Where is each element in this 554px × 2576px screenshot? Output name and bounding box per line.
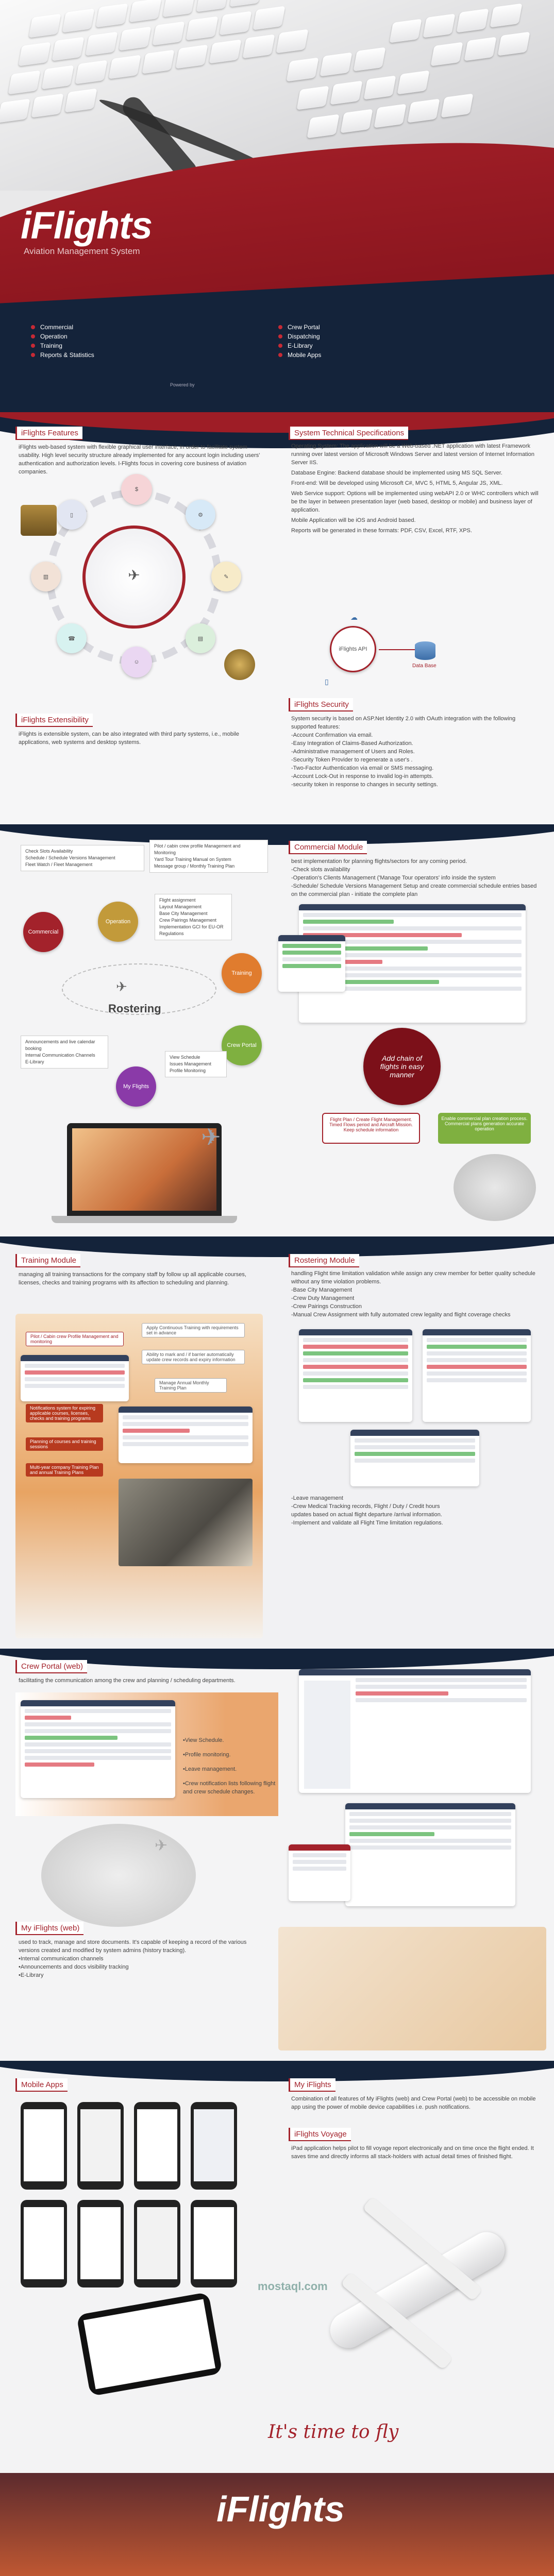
bullet-icon (31, 344, 35, 348)
bullet-icon (278, 353, 282, 357)
api-diagram (325, 613, 454, 693)
database-label: Data Base (412, 663, 437, 669)
ops-box-top-left: Check Slots Availability Schedule / Schedule Versions Management Fleet Watch / Fleet Management (21, 845, 144, 871)
phone-graphic (134, 2200, 180, 2287)
rostering-screenshot (423, 1329, 531, 1422)
rostering-screenshot (299, 1329, 412, 1422)
crew-portal-heading: Crew Portal (web) (15, 1660, 87, 1673)
my-iflights-web-heading: My iFlights (web) (15, 1922, 83, 1935)
my-iflights-screenshot (345, 1803, 515, 1906)
classroom-photo (119, 1479, 253, 1566)
security-item: -Easy Integration of Claims-Based Authorization. (291, 740, 413, 747)
commercial-heading: Commercial Module (289, 841, 367, 854)
mobile-section (0, 2061, 554, 2473)
bubble-crew-portal: Crew Portal (222, 1025, 262, 1065)
training-note: Pilot / Cabin crew Profile Management and monitoring (26, 1332, 124, 1346)
photo-graphic (278, 1927, 546, 2050)
commercial-icon: $ (121, 474, 152, 505)
airplane-icon: ✈ (116, 979, 127, 994)
security-item: -Account Confirmation via email. (291, 732, 373, 738)
tech-heading: System Technical Specifications (289, 427, 408, 440)
security-block (291, 715, 539, 789)
phone-graphic (134, 2102, 180, 2190)
training-note: Multi-year company Training Plan and annual Training Plans (26, 1463, 103, 1477)
bullet-icon (278, 325, 282, 329)
phone-graphic (191, 2102, 237, 2190)
commercial-note-left: Flight Plan / Create Flight Management. Timed Flows period and Aircraft Mission. Keep schedule information (322, 1113, 420, 1144)
security-intro: System security is based on ASP.Net Identity 2.0 with OAuth integration with the following supported features: (291, 716, 516, 730)
globe-graphic (454, 1154, 536, 1221)
bullet-icon (31, 325, 35, 329)
phone-graphic (191, 2200, 237, 2287)
tech-item: Database Engine: Backend database should be implemented using MS SQL Server. (291, 470, 502, 476)
back-title: iFlights (216, 2489, 345, 2529)
cover-menu-item: Operation (31, 333, 144, 340)
bubble-commercial: Commercial (23, 912, 63, 952)
tech-item: Front-end: Will be developed using Microsoft C#, MVC 5, HTML 5, Angular JS, XML. (291, 480, 503, 486)
cloud-icon: ☁ (350, 613, 358, 621)
phone-graphic (21, 2200, 67, 2287)
phone-graphic (77, 2102, 124, 2190)
airplane-icon: ✈ (201, 1124, 221, 1150)
training-section (0, 1236, 554, 1649)
mobile-icon: ▯ (57, 500, 87, 530)
rostering-heading: Rostering Module (289, 1254, 359, 1267)
features-heading: iFlights Features (15, 427, 82, 440)
medal-graphic (224, 649, 255, 680)
crew-icon: ☺ (121, 647, 152, 677)
cover-menu-item: Commercial (31, 324, 144, 331)
extensibility-text: iFlights is extensible system, can be also integrated with third party systems, i.e., mobile applications, web systems and desktop systems. (19, 731, 239, 745)
cover-title: iFlights (21, 204, 153, 247)
bullet-icon (278, 334, 282, 338)
rostering-text: handling Flight time limitation validation while assign any crew member for better quality schedule without any time violation problems. -Base City Management -Crew Duty Management -Crew Pairings Construction -Manual Crew Assignment with fully automated crew legality and flight coverage checks (291, 1270, 535, 1318)
database-icon (415, 641, 435, 660)
ops-box-mid-right: Flight assignment Layout Management Base City Management Crew Pairings Management Implementation GCI for EU-OR Regulations (155, 894, 232, 940)
operation-icon: ⚙ (186, 500, 215, 530)
crew-portal-screenshot (21, 1700, 175, 1798)
training-screenshot (21, 1355, 129, 1401)
voyage-heading: iFlights Voyage (289, 2128, 351, 2141)
commercial-note-right: Enable commercial plan creation process. Commercial plans generation accurate operation (438, 1113, 531, 1144)
security-heading: iFlights Security (289, 698, 353, 711)
training-note: Notifications system for expiring applicable courses, licenses, checks and training programs (26, 1404, 103, 1422)
training-screenshot (119, 1406, 253, 1463)
cover-menu-item: E-Library (278, 342, 392, 349)
tablet-graphic (76, 2292, 223, 2397)
training-heading: Training Module (15, 1254, 80, 1267)
rostering-text-2: -Leave management -Crew Medical Tracking records, Flight / Duty / Credit hours updates based on actual flight departure /arrival information. -Implement and validate all Flight Time limitation regulations. (291, 1495, 443, 1526)
bubble-my-flights: My Flights (116, 1066, 156, 1107)
my-iflights-popup (289, 1844, 350, 1901)
training-note: Apply Continuous Training with requirements set in advance (142, 1323, 245, 1337)
training-note: Planning of courses and training sessions (26, 1437, 103, 1451)
tech-item: Mobile Application will be iOS and Android based. (291, 517, 416, 523)
extensibility-heading: iFlights Extensibility (15, 714, 93, 727)
commercial-text: best implementation for planning flights/sectors for any coming period. -Check slots availability -Operation's Clients Management ('Manage Tour operators' info inside the system -Schedule/ Schedule Versions Management Setup and create commercial schedule entries based on the commercial plan - initiate the complete plan (291, 858, 537, 897)
security-item: -Two-Factor Authentication via email or SMS messaging. (291, 765, 434, 771)
globe-graphic (41, 1824, 196, 1927)
laptop-graphic (67, 1123, 222, 1216)
back-cover (0, 2473, 554, 2576)
slogan: It's time to fly (268, 2421, 399, 2443)
airplane-icon: ✈ (128, 567, 140, 583)
security-item: -Administrative management of Users and Roles. (291, 749, 415, 755)
watermark: mostaql.com (258, 2280, 328, 2293)
phone-graphic (77, 2200, 124, 2287)
security-item: -Security Token Provider to regenerate a user's . (291, 757, 413, 763)
training-text: managing all training transactions for the company staff by follow up all applicable courses, licenses, checks and training programs with its affection to scheduling and planning. (19, 1272, 246, 1286)
commercial-banner: Add chain of flights in easy manner (363, 1028, 441, 1105)
cover-menu-item: Reports & Statistics (31, 351, 144, 359)
crew-portal-list: •View Schedule. •Profile monitoring. •Leave management. •Crew notification lists following flight and crew schedule changes. (183, 1737, 276, 1795)
bullet-icon (31, 353, 35, 357)
tech-item: Reports will be generated in these formats: PDF, CSV, Excel, RTF, XPS. (291, 528, 472, 534)
rostering-label: Rostering (108, 1002, 161, 1015)
my-iflights-web-text: used to track, manage and store documents. It's capable of keeping a record of the various versions created and modified by system admins (history tracking). •Internal communication channels •Announcements and docs visibility tracking •E-Library (19, 1939, 247, 1978)
phone-graphic (21, 2102, 67, 2190)
cover-menu (31, 324, 392, 359)
cover-subtitle: Aviation Management System (24, 246, 140, 256)
commercial-mini-screenshot (278, 935, 345, 992)
bullet-icon (278, 344, 282, 348)
security-item: -Account Lock-Out in response to invalid log-in attempts. (291, 773, 433, 779)
library-icon: ▥ (31, 562, 61, 591)
api-node: iFlights API (330, 626, 376, 672)
powered-by: Powered by (170, 382, 195, 387)
ops-box-bottom-left: Announcements and live calendar booking Internal Communication Channels E-Library (21, 1036, 108, 1069)
bubble-operation: Operation (98, 902, 138, 942)
cover-menu-item: Training (31, 342, 144, 349)
training-note: Manage Annual Monthly Training Plan (155, 1378, 227, 1393)
crew-portal-text: facilitating the communication among the crew and planning / scheduling departments. (19, 1677, 236, 1684)
cover-menu-item: Dispatching (278, 333, 392, 340)
tech-item: Web Service support: Options will be implemented using webAPI 2.0 or WHC controllers which will be the layer in between presentation layer (web based, desktop or mobile) and business layer of application. (291, 490, 539, 513)
tech-list (291, 442, 539, 535)
tech-item: Operating System: The application will be a Web-based .NET application with latest Framework running over latest version of Microsoft Windows Server and latest version of Internet Information Server IIS. (291, 443, 534, 466)
bullet-icon (31, 334, 35, 338)
security-item: -security token in response to changes in security settings. (291, 782, 438, 788)
my-iflights-text: Combination of all features of My iFlights (web) and Crew Portal (web) to be accessible on mobile app using the power of mobile device capabilities i.e. push notifications. (291, 2096, 536, 2110)
cover-section (0, 0, 554, 412)
bubble-training: Training (222, 953, 262, 993)
mobile-device-icon: ▯ (325, 677, 329, 686)
crew-portal-section (0, 1649, 554, 2061)
cover-menu-item: Mobile Apps (278, 351, 392, 359)
dispatch-icon: ☎ (57, 623, 87, 653)
mobile-heading: Mobile Apps (15, 2078, 68, 2092)
my-iflights-screenshot (299, 1669, 531, 1793)
training-note: Ability to mark and / if barrier automatically update crew records and expiry information (142, 1350, 245, 1364)
training-icon: ✎ (211, 562, 241, 591)
reports-icon: ▤ (186, 623, 215, 653)
ops-box-top-right: Pilot / cabin crew profile Management and Monitoring Yard Tour Training Manual on System Message group / Monthly Training Plan (149, 840, 268, 873)
airplane-icon: ✈ (155, 1837, 168, 1854)
features-section (0, 412, 554, 824)
operation-section (0, 824, 554, 1236)
voyage-text: iPad application helps pilot to fill voyage report electronically and on time once the flight ended. It saves time and directly informs all stack-holders with actual detail times of finished flight. (291, 2145, 534, 2160)
my-iflights-heading: My iFlights (289, 2078, 335, 2092)
features-text: iFlights web-based system with flexible graphical user interface, in order to facilitate system usability. High level security structure already implemented for any account login including users' authentication and authorization levels. I-Flights focus in covering core business of aviation companies. (19, 444, 260, 475)
cover-menu-item: Crew Portal (278, 324, 392, 331)
ops-box-bottom-right: View Schedule Issues Management Profile Monitoring (165, 1051, 227, 1077)
rostering-screenshot (350, 1430, 479, 1486)
badge-graphic (21, 505, 57, 536)
